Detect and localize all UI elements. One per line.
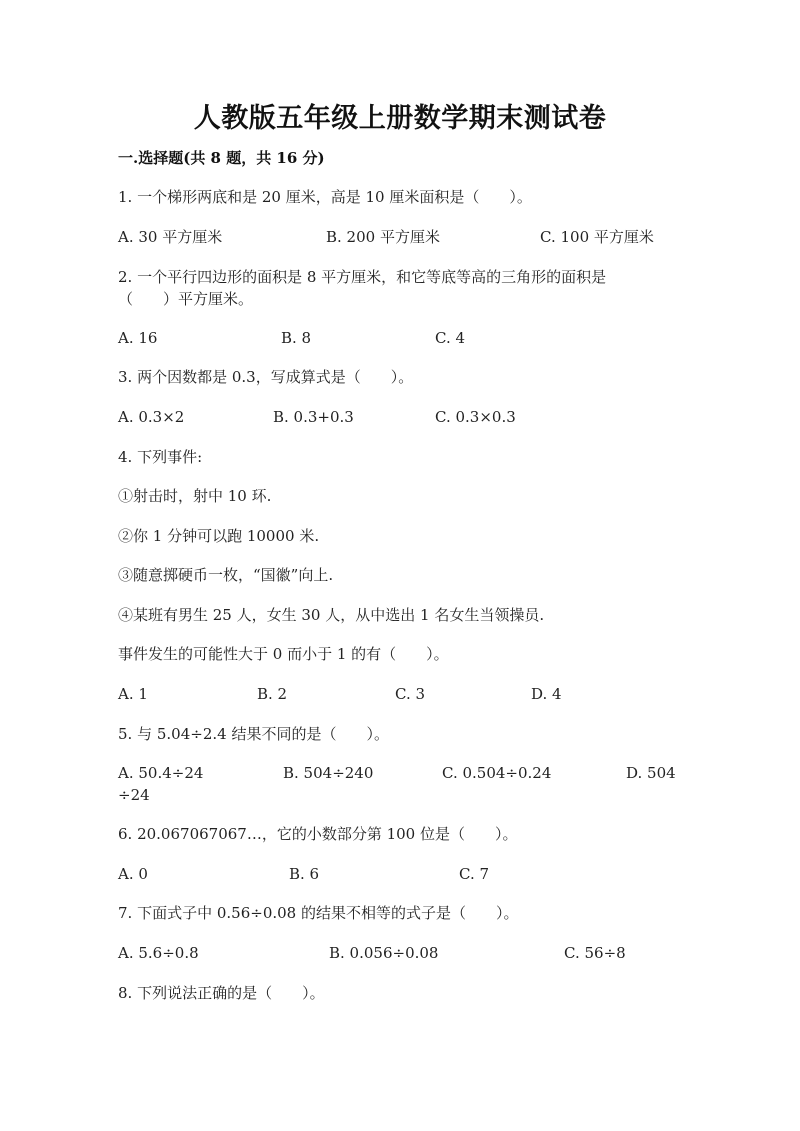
question-4-prompt: 事件发生的可能性大于 0 而小于 1 的有（ ）。 bbox=[118, 645, 449, 663]
question-6-option-b: B. 6 bbox=[289, 865, 320, 883]
question-5-stem: 5. 与 5.04÷2.4 结果不同的是（ ）。 bbox=[118, 725, 389, 743]
exam-title: 人教版五年级上册数学期末测试卷 bbox=[193, 103, 607, 134]
section-heading: 一.选择题(共 8 题，共 16 分) bbox=[118, 149, 325, 167]
question-3-option-a: A. 0.3×2 bbox=[118, 408, 185, 426]
question-1-stem: 1. 一个梯形两底和是 20 厘米，高是 10 厘米面积是（ ）。 bbox=[118, 188, 532, 206]
question-4-event-4: ④某班有男生 25 人，女生 30 人，从中选出 1 名女生当领操员. bbox=[118, 606, 545, 624]
question-5-option-c: C. 0.504÷0.24 bbox=[442, 764, 552, 782]
question-5-option-d: D. 504 bbox=[626, 764, 676, 782]
question-7-option-c: C. 56÷8 bbox=[564, 944, 626, 962]
question-4-stem: 4. 下列事件: bbox=[118, 448, 203, 466]
question-2-stem-line1: 2. 一个平行四边形的面积是 8 平方厘米，和它等底等高的三角形的面积是 bbox=[118, 268, 607, 286]
question-7-stem: 7. 下面式子中 0.56÷0.08 的结果不相等的式子是（ ）。 bbox=[118, 904, 519, 922]
question-4-option-a: A. 1 bbox=[118, 685, 148, 703]
question-4-event-1: ①射击时，射中 10 环. bbox=[118, 487, 272, 505]
question-1-option-a: A. 30 平方厘米 bbox=[118, 228, 223, 246]
question-5-option-d-wrap: ÷24 bbox=[118, 786, 150, 804]
question-6-option-c: C. 7 bbox=[459, 865, 490, 883]
question-5-option-b: B. 504÷240 bbox=[283, 764, 374, 782]
question-6-option-a: A. 0 bbox=[118, 865, 148, 883]
question-2-option-b: B. 8 bbox=[281, 329, 312, 347]
question-2-option-a: A. 16 bbox=[118, 329, 158, 347]
question-4-option-b: B. 2 bbox=[257, 685, 288, 703]
question-5-option-a: A. 50.4÷24 bbox=[118, 764, 204, 782]
question-1-option-c: C. 100 平方厘米 bbox=[540, 228, 654, 246]
question-6-stem: 6. 20.067067067…，它的小数部分第 100 位是（ ）。 bbox=[118, 825, 518, 843]
question-4-event-2: ②你 1 分钟可以跑 10000 米. bbox=[118, 527, 320, 545]
question-7-option-a: A. 5.6÷0.8 bbox=[118, 944, 199, 962]
question-2-stem-line2: （ ）平方厘米。 bbox=[118, 290, 254, 308]
question-8-stem: 8. 下列说法正确的是（ ）。 bbox=[118, 984, 325, 1002]
question-2-option-c: C. 4 bbox=[435, 329, 466, 347]
question-4-option-c: C. 3 bbox=[395, 685, 426, 703]
question-4-option-d: D. 4 bbox=[531, 685, 562, 703]
question-4-event-3: ③随意掷硬币一枚，“国徽”向上. bbox=[118, 566, 334, 584]
question-1-option-b: B. 200 平方厘米 bbox=[326, 228, 440, 246]
question-3-option-b: B. 0.3+0.3 bbox=[273, 408, 354, 426]
question-3-stem: 3. 两个因数都是 0.3，写成算式是（ ）。 bbox=[118, 368, 414, 386]
question-3-option-c: C. 0.3×0.3 bbox=[435, 408, 516, 426]
question-7-option-b: B. 0.056÷0.08 bbox=[329, 944, 439, 962]
